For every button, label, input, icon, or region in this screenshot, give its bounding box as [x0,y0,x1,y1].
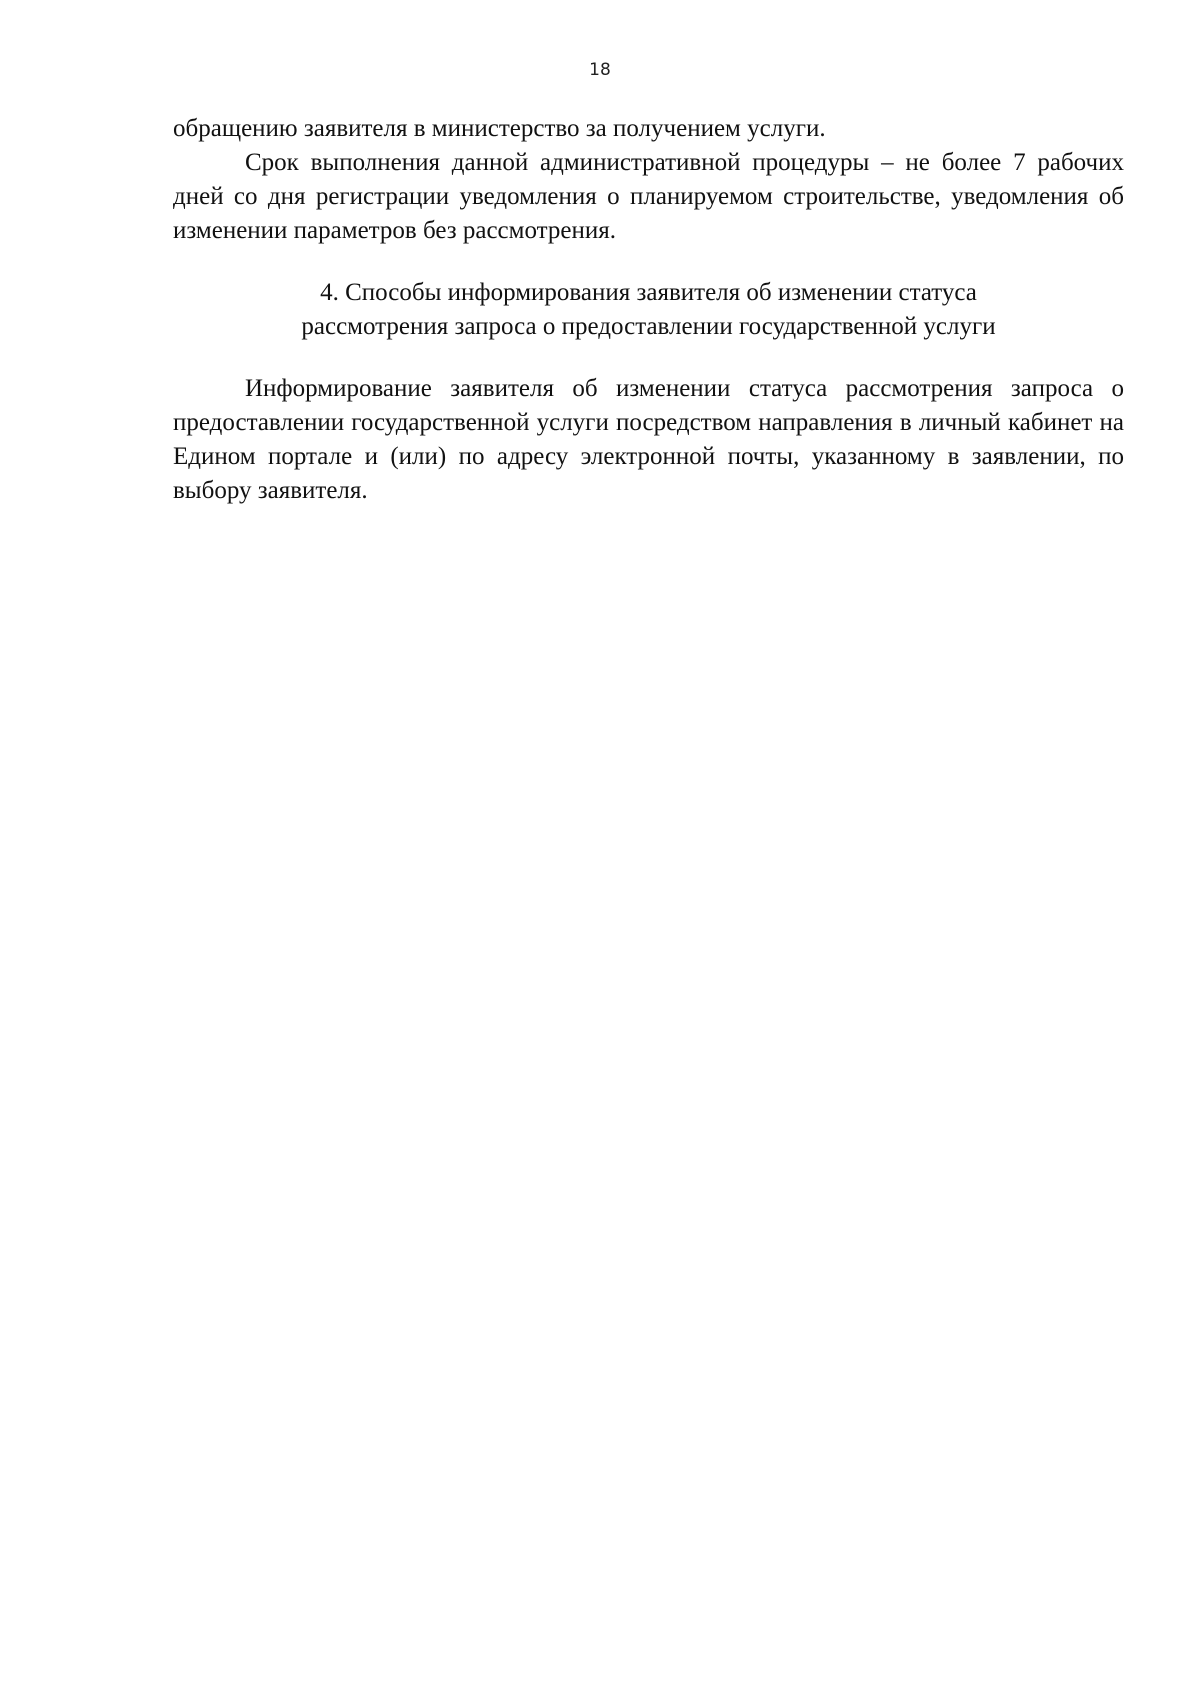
paragraph-continuation: обращению заявителя в министерство за получением услуги. [173,115,826,142]
section-heading-line-1: 4. Способы информирования заявителя об изменении статуса [320,279,977,306]
paragraph-deadline: Срок выполнения данной административной процедуры – не более 7 рабочих дней со дня регистрации уведомления о планируемом строительстве, уведомления об изменении параметров без рассмотрения. [173,149,1124,244]
section-heading-line-2: рассмотрения запроса о предоставлении государственной услуги [301,313,996,340]
section-body [173,372,1124,508]
top-paragraphs [173,112,1124,248]
page-number: 18 [589,60,611,80]
paragraph-informing: Информирование заявителя об изменении статуса рассмотрения запроса о предоставлении государственной услуги посредством направления в личный кабинет на Едином портале и (или) по адресу электронной почты, указанному в заявлении, по выбору заявителя. [173,375,1124,504]
section-heading [173,276,1124,344]
